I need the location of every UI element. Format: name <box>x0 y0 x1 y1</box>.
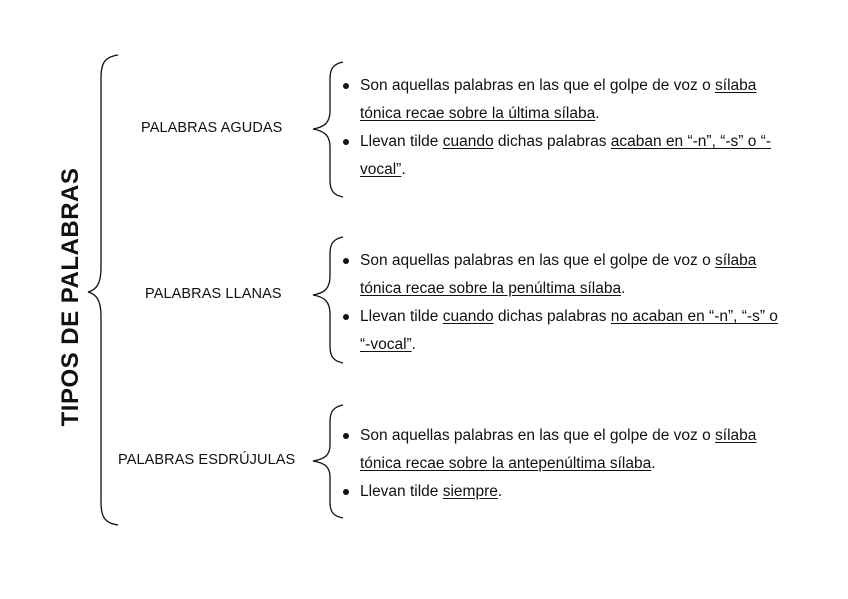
bullet-text: . <box>651 455 656 472</box>
bullet-text: Llevan tilde <box>360 483 443 500</box>
label-agudas: PALABRAS AGUDAS <box>141 120 283 136</box>
underlined-text: acaban en “-n”, “-s” o “-vocal” <box>360 133 771 178</box>
bullet-item <box>343 247 783 303</box>
label-esdrujulas: PALABRAS ESDRÚJULAS <box>118 452 296 468</box>
esdrujulas-brace <box>313 405 343 518</box>
bullet-item <box>343 128 783 184</box>
underlined-text: no acaban en “-n”, “-s” o “-vocal” <box>360 308 778 353</box>
bullet-item <box>343 422 783 478</box>
bullet-text: Son aquellas palabras en las que el golpe de voz o <box>360 427 716 444</box>
bullet-text: . <box>411 336 416 353</box>
bullet-text: Llevan tilde <box>360 308 443 325</box>
bullet-dot-icon <box>343 433 349 439</box>
bullet-dot-icon <box>343 489 349 495</box>
agudas-bullet-list <box>343 72 783 184</box>
underlined-text: sílaba tónica recae sobre la penúltima sílaba <box>360 252 757 297</box>
esdrujulas-bullet-list <box>343 422 783 506</box>
bullet-dot-icon <box>343 139 349 145</box>
bullet-text: Son aquellas palabras en las que el golpe de voz o <box>360 77 716 94</box>
agudas-brace <box>313 62 343 197</box>
label-llanas: PALABRAS LLANAS <box>145 286 282 302</box>
bullet-text: dichas palabras <box>493 133 611 150</box>
underlined-text: sílaba tónica recae sobre la antepenúltima sílaba <box>360 427 757 472</box>
bullet-text: . <box>595 105 600 122</box>
llanas-brace <box>313 237 343 363</box>
bullet-text: Son aquellas palabras en las que el golpe de voz o <box>360 252 716 269</box>
underlined-text: cuando <box>442 308 494 325</box>
bullet-dot-icon <box>343 83 349 89</box>
main-title: TIPOS DE PALABRAS <box>57 167 84 427</box>
underlined-text: sílaba tónica recae sobre la última sílaba <box>360 77 757 122</box>
bullet-text: . <box>497 483 503 500</box>
bullet-item <box>343 72 783 128</box>
bullet-text: . <box>621 280 626 297</box>
bullet-item <box>343 478 783 506</box>
bullet-text: dichas palabras <box>493 308 611 325</box>
underlined-text: cuando <box>442 133 494 150</box>
bullet-dot-icon <box>343 258 349 264</box>
bullet-item <box>343 303 783 359</box>
bullet-text: Llevan tilde <box>360 133 443 150</box>
bullet-text: . <box>401 161 406 178</box>
bullet-dot-icon <box>343 314 349 320</box>
main-brace <box>88 55 118 525</box>
underlined-text: siempre <box>442 483 498 500</box>
llanas-bullet-list <box>343 247 783 359</box>
